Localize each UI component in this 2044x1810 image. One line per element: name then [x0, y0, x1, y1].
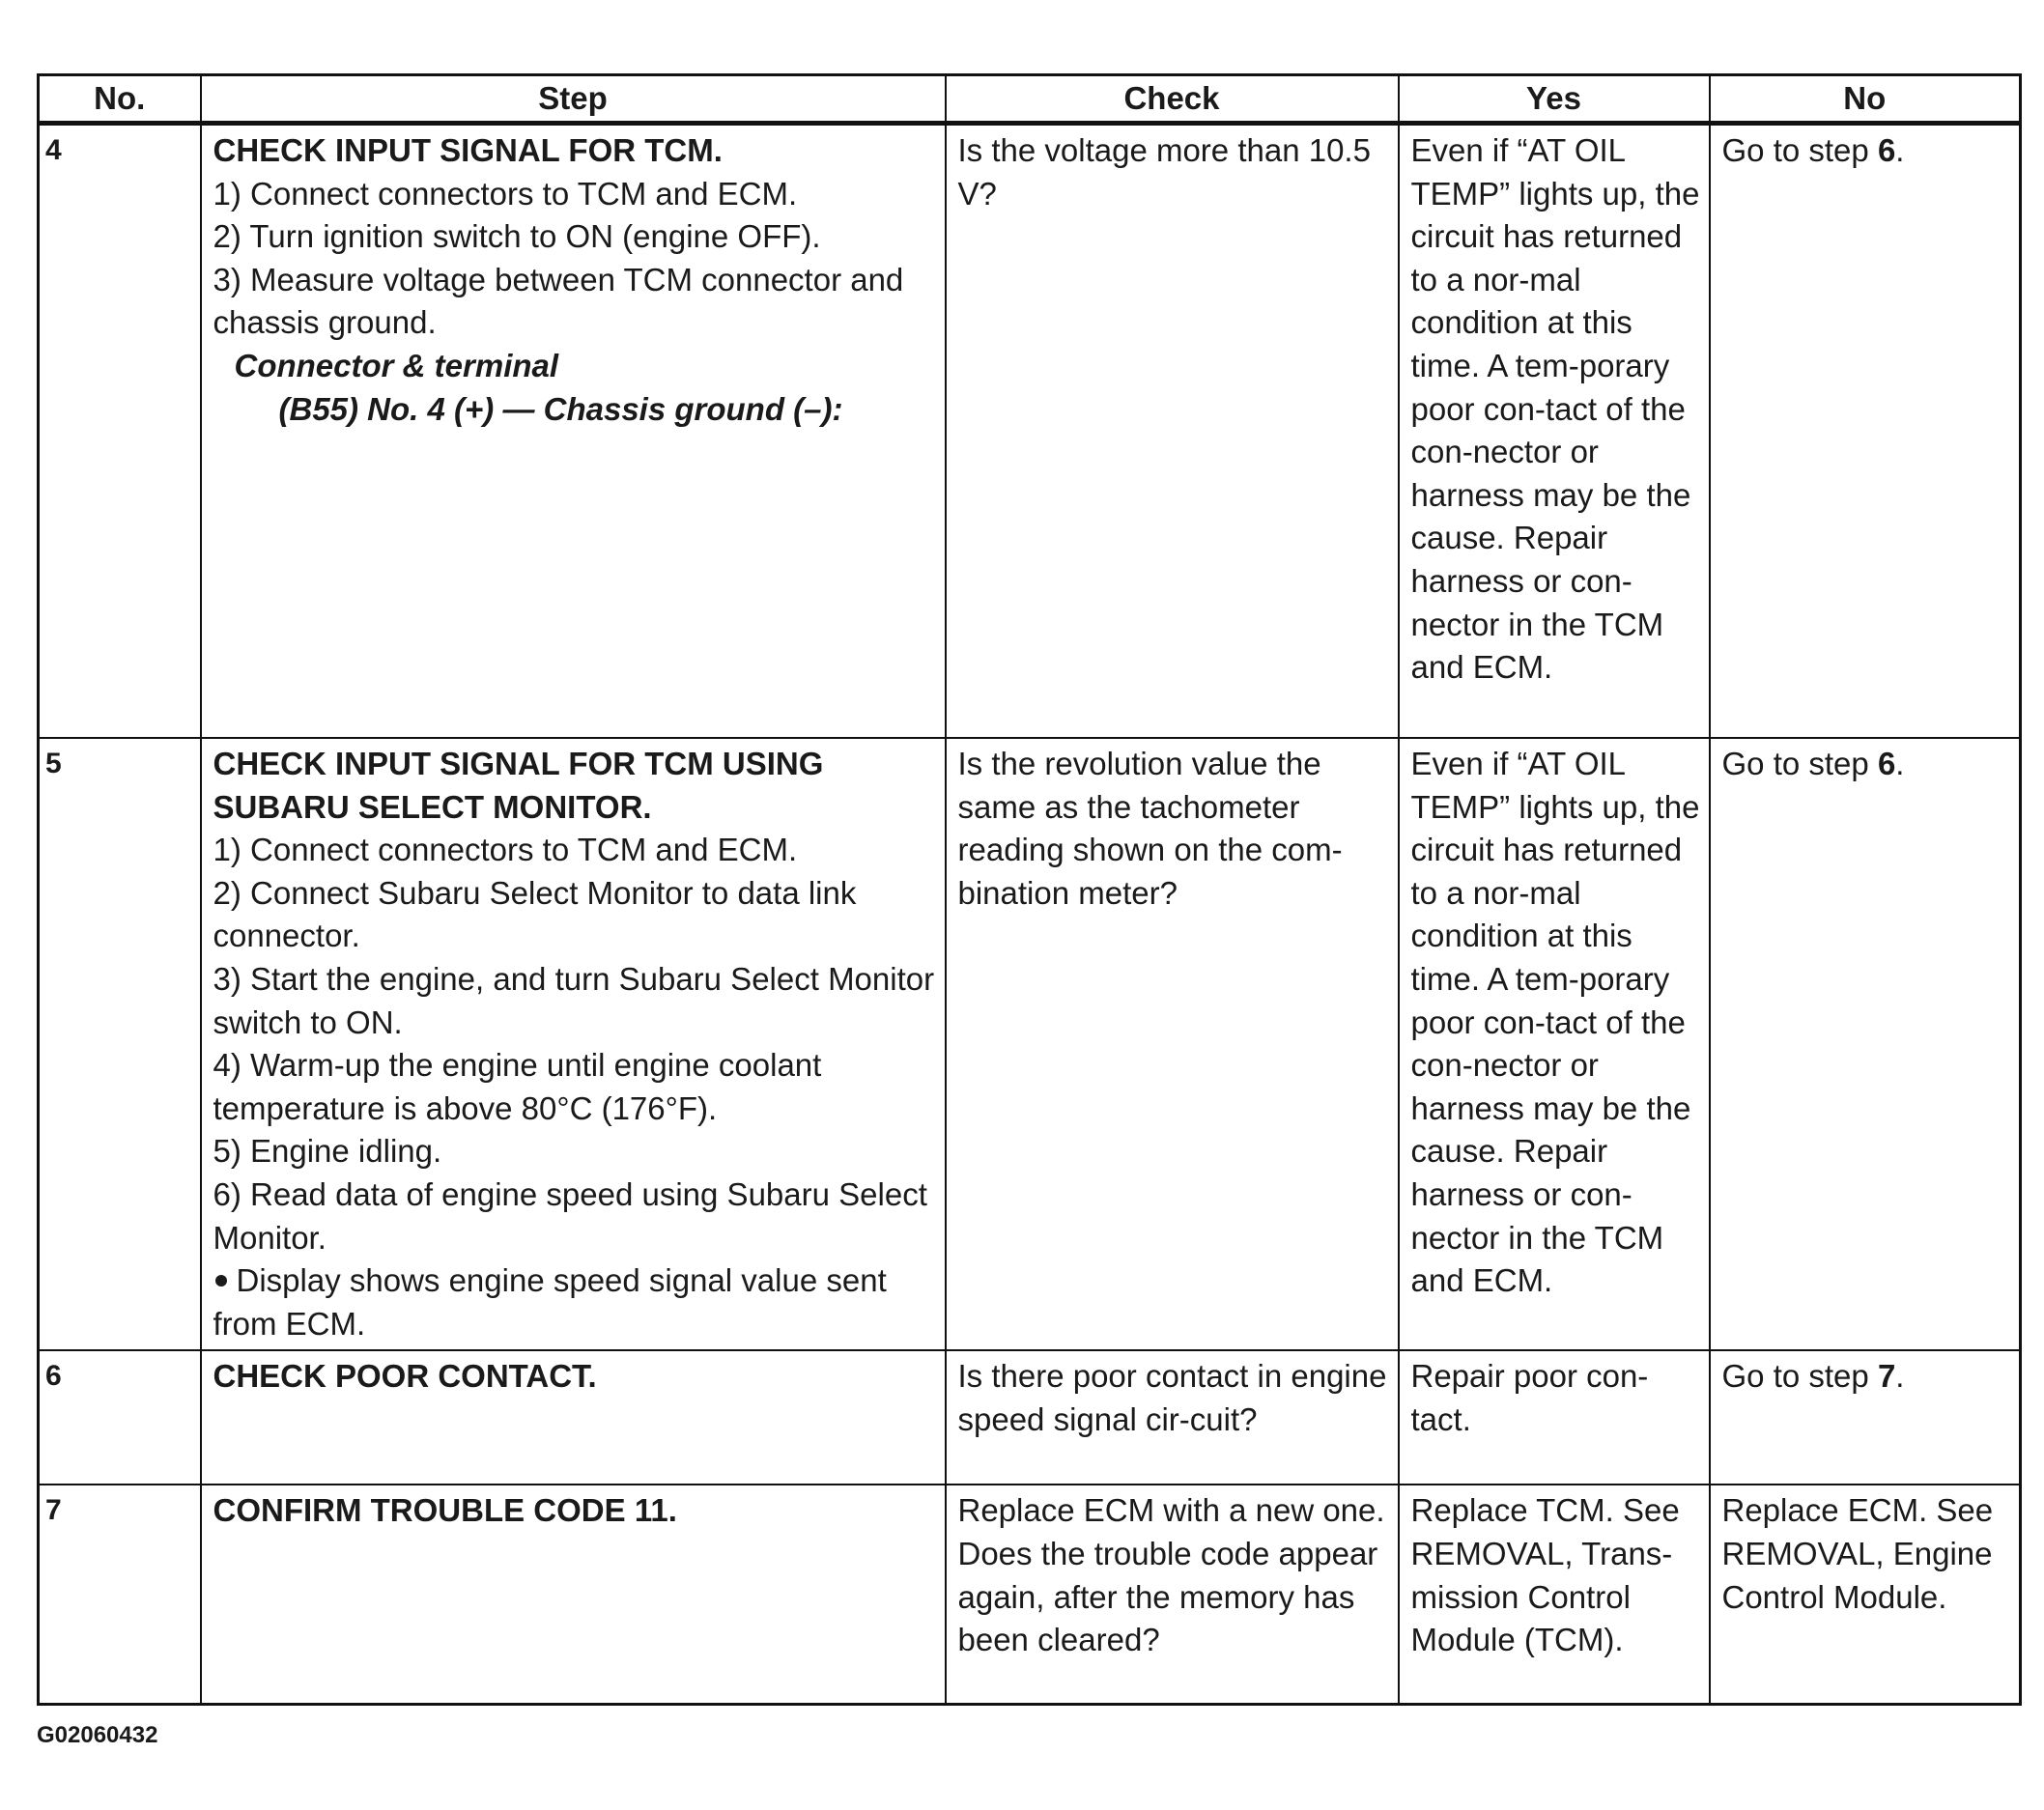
goto-step-number: 6 [1877, 132, 1896, 168]
table-row [39, 1485, 2021, 1705]
header-yes: Yes [1399, 75, 1710, 124]
no-text: Go to step [1721, 1358, 1878, 1395]
no-cell [1710, 738, 2021, 1350]
step-line: 3) Measure voltage between TCM connector and chassis ground. [213, 261, 904, 341]
yes-text: Even if “AT OIL TEMP” lights up, the circuit has returned to a nor-mal condition at this time. A tem-porary poor con-tact of the con-nector or harness may be the cause. Repair harness or con-nector in the TCM and ECM. [1410, 132, 1700, 686]
step-cell [201, 124, 946, 739]
yes-cell [1399, 124, 1710, 739]
no-suffix: . [1895, 132, 1905, 168]
bullet-text: Display shows engine speed signal value sent from ECM. [213, 1262, 887, 1342]
step-line: 1) Connect connectors to TCM and ECM. [213, 832, 798, 868]
yes-cell [1399, 1350, 1710, 1485]
step-line: 5) Engine idling. [213, 1133, 442, 1170]
yes-text: Even if “AT OIL TEMP” lights up, the circuit has returned to a nor-mal condition at this time. A tem-porary poor con-tact of the con-nector or harness may be the cause. Repair harness or con-nector in the TCM and ECM. [1410, 746, 1700, 1299]
bullet-icon [215, 1275, 227, 1287]
header-no: No. [39, 75, 201, 124]
no-text: Replace ECM. See REMOVAL, Engine Control Module. [1721, 1492, 1994, 1615]
step-cell [201, 1350, 946, 1485]
step-title: CONFIRM TROUBLE CODE 11. [213, 1492, 677, 1529]
table-row [39, 124, 2021, 739]
connector-terminal: (B55) No. 4 (+) — Chassis ground (–): [278, 390, 843, 427]
yes-text: Replace TCM. See REMOVAL, Trans-mission Control Module (TCM). [1410, 1492, 1680, 1658]
figure-id: G02060432 [37, 1722, 158, 1748]
no-cell [1710, 1485, 2021, 1705]
row-number: 6 [39, 1350, 201, 1485]
step-title: CHECK POOR CONTACT. [213, 1358, 597, 1395]
yes-cell [1399, 738, 1710, 1350]
step-title: CHECK INPUT SIGNAL FOR TCM. [213, 132, 723, 168]
table-row [39, 738, 2021, 1350]
step-cell [201, 1485, 946, 1705]
yes-cell [1399, 1485, 1710, 1705]
bullet-item [213, 1259, 937, 1345]
no-cell [1710, 124, 2021, 739]
check-cell [946, 1485, 1399, 1705]
row-number: 5 [39, 738, 201, 1350]
check-text: Replace ECM with a new one. Does the trouble code appear again, after the memory has been cleared? [957, 1492, 1385, 1658]
no-cell [1710, 1350, 2021, 1485]
connector-label: Connector & terminal [234, 347, 559, 383]
header-no-result: No [1710, 75, 2021, 124]
step-line: 6) Read data of engine speed using Subaru Select Monitor. [213, 1175, 927, 1256]
step-title: CHECK INPUT SIGNAL FOR TCM USING SUBARU SELECT MONITOR. [213, 746, 824, 825]
step-line: 3) Start the engine, and turn Subaru Select Monitor switch to ON. [213, 960, 935, 1040]
check-text: Is there poor contact in engine speed signal cir-cuit? [957, 1358, 1387, 1437]
no-suffix: . [1895, 746, 1905, 781]
yes-text: Repair poor con-tact. [1410, 1358, 1649, 1437]
diagnostic-table [37, 73, 2022, 1706]
check-cell [946, 738, 1399, 1350]
row-number: 4 [39, 124, 201, 739]
check-text: Is the voltage more than 10.5 V? [957, 132, 1371, 212]
no-text: Go to step [1721, 132, 1878, 168]
table-header-row [39, 75, 2021, 124]
check-text: Is the revolution value the same as the tachometer reading shown on the com-bination meter? [957, 746, 1343, 911]
step-line: 1) Connect connectors to TCM and ECM. [213, 175, 798, 212]
row-number: 7 [39, 1485, 201, 1705]
goto-step-number: 6 [1877, 746, 1896, 781]
header-check: Check [946, 75, 1399, 124]
step-line: 4) Warm-up the engine until engine coolant temperature is above 80°C (176°F). [213, 1047, 822, 1126]
step-line: 2) Turn ignition switch to ON (engine OFF). [213, 218, 821, 255]
no-suffix: . [1895, 1358, 1905, 1395]
step-line: 2) Connect Subaru Select Monitor to data link connector. [213, 874, 857, 954]
table-row [39, 1350, 2021, 1485]
goto-step-number: 7 [1877, 1358, 1896, 1395]
header-step: Step [201, 75, 946, 124]
step-cell [201, 738, 946, 1350]
check-cell [946, 124, 1399, 739]
check-cell [946, 1350, 1399, 1485]
no-text: Go to step [1721, 746, 1878, 781]
